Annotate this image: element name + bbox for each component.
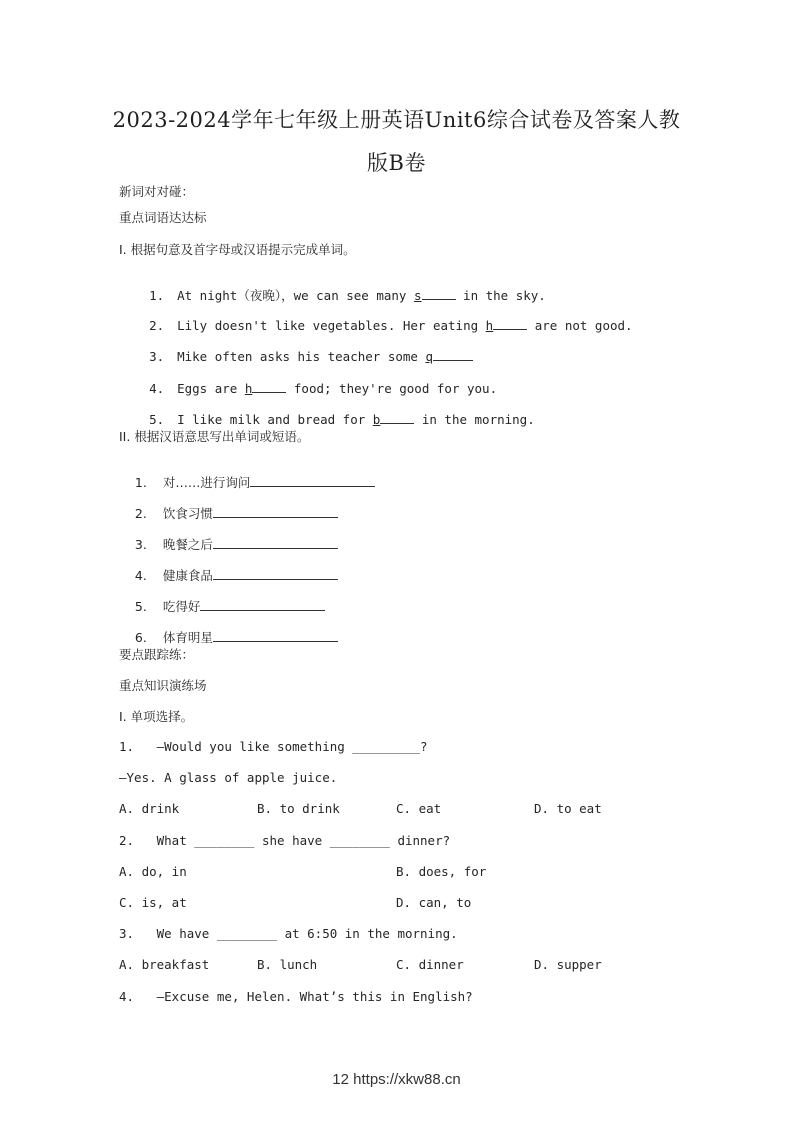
- item-text-before: I like milk and bread for: [177, 412, 373, 427]
- answer-blank: [493, 317, 527, 330]
- option-c: C. dinner: [396, 957, 464, 972]
- item-text: 健康食品: [162, 568, 213, 583]
- question-3: 3. We have ________ at 6:50 in the morning.: [119, 926, 458, 941]
- answer-blank: [213, 629, 338, 642]
- question-2: 2. What ________ she have ________ dinner?: [119, 833, 451, 848]
- option-d: D. supper: [534, 957, 602, 972]
- item-text: 吃得好: [162, 599, 201, 614]
- item-number: 5.: [149, 412, 165, 427]
- item-number: 2.: [149, 318, 165, 333]
- part2-heading: II. 根据汉语意思写出单词或短语。: [119, 429, 310, 444]
- item-text-before: Lily doesn't like vegetables. Her eating: [177, 318, 486, 333]
- question-4: 4. —Excuse me, Helen. What’s this in English?: [119, 989, 473, 1004]
- answer-blank: [213, 505, 338, 518]
- item-number: 5.: [134, 599, 147, 614]
- item-text-before: Eggs are: [177, 381, 245, 396]
- item-text: 晚餐之后: [162, 537, 213, 552]
- section-key-words: 重点词语达达标: [119, 210, 207, 225]
- item-text-after: in the morning.: [414, 412, 535, 427]
- part1-heading: I. 根据句意及首字母或汉语提示完成单词。: [119, 242, 356, 257]
- initial-letter: h: [485, 318, 494, 333]
- option-d: D. to eat: [534, 801, 602, 816]
- item-text: 饮食习惯: [162, 506, 213, 521]
- answer-blank: [213, 536, 338, 549]
- option-a: A. breakfast: [119, 957, 210, 972]
- option-b: B. to drink: [257, 801, 340, 816]
- option-b: B. does, for: [396, 864, 487, 879]
- item-text-before: Mike often asks his teacher some: [177, 349, 426, 364]
- section-new-words: 新词对对碰：: [119, 184, 195, 199]
- option-a: A. do, in: [119, 864, 187, 879]
- section-practice: 要点跟踪练：: [119, 647, 195, 662]
- part3-heading: I. 单项选择。: [119, 709, 194, 724]
- page-footer: 12 https://xkw88.cn: [332, 1071, 461, 1088]
- initial-letter: q: [425, 349, 433, 364]
- item-number: 4.: [149, 381, 165, 396]
- item-text-before: At night（夜晚），we can see many: [177, 288, 414, 303]
- initial-letter: s: [413, 288, 422, 303]
- answer-blank: [200, 598, 325, 611]
- item-number: 3.: [149, 349, 165, 364]
- option-c: C. is, at: [119, 895, 187, 910]
- item-text: 对……进行询问: [162, 475, 251, 490]
- item-number: 2.: [134, 506, 147, 521]
- question-1: 1. —Would you like something _________?: [119, 739, 428, 754]
- item-text-after: in the sky.: [455, 288, 546, 303]
- answer-blank: [380, 411, 414, 424]
- option-c: C. eat: [396, 801, 442, 816]
- item-text-after: are not good.: [527, 318, 633, 333]
- item-text-after: food; they're good for you.: [286, 381, 498, 396]
- option-d: D. can, to: [396, 895, 472, 910]
- answer-blank: [250, 474, 375, 487]
- item-number: 3.: [134, 537, 147, 552]
- page-title-line1: 2023-2024学年七年级上册英语Unit6综合试卷及答案人教: [112, 108, 681, 132]
- answer-blank: [252, 380, 286, 393]
- item-text: 体育明星: [162, 630, 213, 645]
- page-title-line2: 版B卷: [367, 151, 426, 175]
- section-knowledge: 重点知识演练场: [119, 678, 207, 693]
- option-b: B. lunch: [257, 957, 318, 972]
- answer-blank: [433, 348, 473, 361]
- item-number: 4.: [134, 568, 147, 583]
- answer-blank: [213, 567, 338, 580]
- question-1-reply: —Yes. A glass of apple juice.: [119, 770, 338, 785]
- initial-letter: b: [372, 412, 381, 427]
- item-number: 6.: [134, 630, 147, 645]
- option-a: A. drink: [119, 801, 180, 816]
- initial-letter: h: [244, 381, 253, 396]
- answer-blank: [422, 287, 456, 300]
- item-number: 1.: [149, 288, 165, 303]
- item-number: 1.: [134, 475, 147, 490]
